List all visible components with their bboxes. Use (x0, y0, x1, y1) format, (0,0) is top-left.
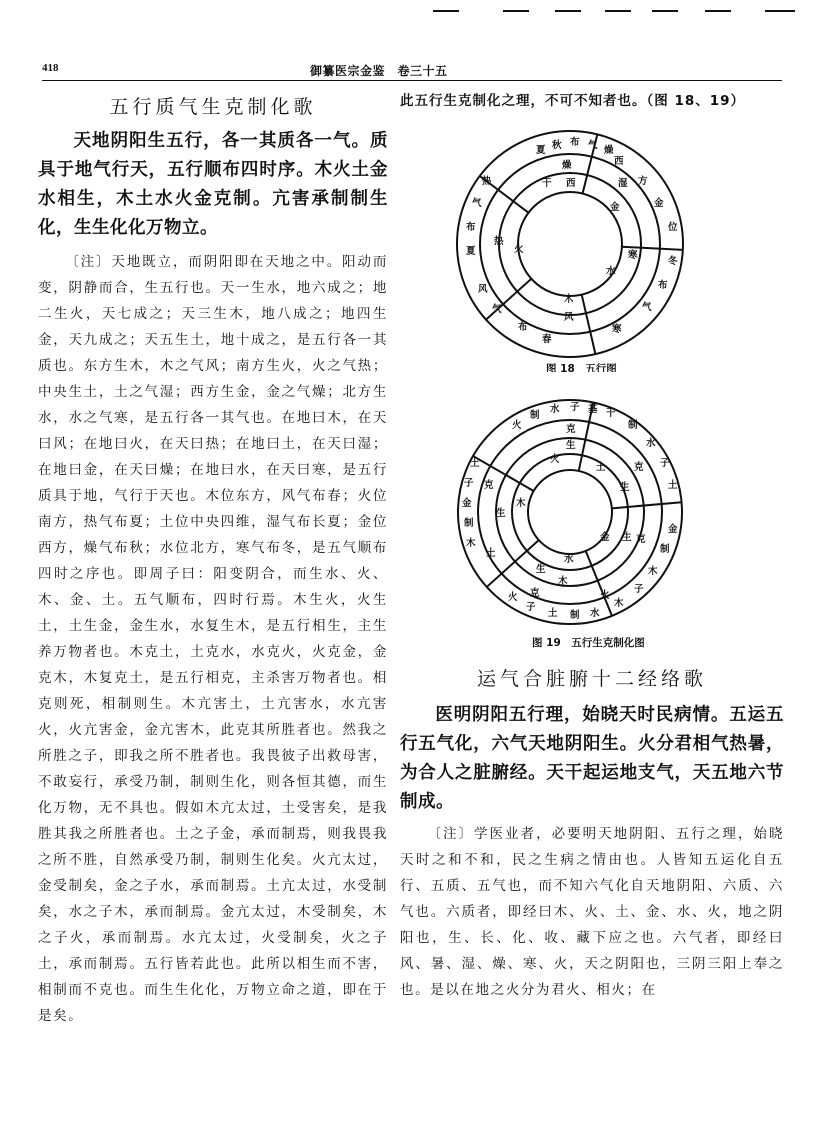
svg-text:克: 克 (484, 480, 494, 491)
svg-text:布: 布 (518, 322, 528, 333)
verse (400, 701, 784, 817)
svg-text:秋: 秋 (552, 140, 562, 151)
verse-text: 医明阴阳五行理，始晓天时民病情。五运五行五气化，六气天地阴阳生。火分君相气热暑，为合人之脏腑经。天干起运地支气，天五地六节制成。 (400, 705, 784, 812)
svg-text:布: 布 (570, 137, 580, 148)
svg-text:气: 气 (492, 304, 502, 315)
svg-text:克: 克 (566, 424, 576, 435)
svg-text:生: 生 (536, 564, 546, 575)
five-phases-diagram (400, 122, 784, 372)
dash (605, 10, 631, 12)
svg-text:金: 金 (668, 524, 678, 535)
svg-text:制: 制 (628, 420, 638, 431)
svg-text:土: 土 (596, 462, 606, 473)
svg-text:气: 气 (588, 140, 598, 151)
svg-text:冬: 冬 (668, 256, 678, 267)
svg-text:土: 土 (470, 458, 480, 469)
page-number: 418 (42, 62, 59, 74)
svg-text:火: 火 (550, 454, 560, 465)
svg-text:木: 木 (564, 294, 574, 305)
running-head (42, 62, 782, 81)
svg-text:木: 木 (516, 498, 526, 509)
commentary-text: 〔注〕学医业者，必要明天地阴阳、五行之理，始晓天时之和不和，民之生病之情由也。人皆知五运化自五行、五质、五气也，而不知六气化自天地阴阳、六质、六气也。六质者，即经曰木、火、土、金、水、火，地之阴阳也，生、长、化、收、藏下应之也。六气者，即经曰风、暑、湿、燥、寒、火，天之阴阳也，三阴三阳上奉之也。是以在地之火分为君火、相火；在 (400, 826, 784, 998)
svg-text:金: 金 (462, 498, 472, 509)
continuation-text: 此五行生克制化之理，不可不知者也。（图 18、19） (400, 93, 746, 109)
commentary-text: 〔注〕天地既立，而阴阳即在天地之中。阳动而变，阴静而合，生五行也。天一生水，地六成之；地二生火，天七成之；天三生木，地八成之；地四生金，天九成之；天五生土，地十成之，是五行各一其质也。东方生木，木之气风；南方生火，火之气热；中央生土，土之气湿；西方生金，金之气燥；北方生水，水之气寒，是五行各一其气也。在地曰木，在天曰风；在地曰火，在天曰热；在地曰土，在天曰湿；在地曰金，在天曰燥；在地曰水，在天曰寒，是五行质具于地，气行于天也。木位东方，风气布春；火位南方，热气布夏；土位中央四维，湿气布长夏；金位西方，燥气布秋；水位北方，寒气布冬，是五气顺布四时之序也。即周子曰：阳变阴合，而生水、火、木、金、土。五气顺布，四时行焉。木生火，火生土，土生金，金生水，水复生木，是五行相生，主生养万物者也。木克土，土克水，水克火，火克金，金克木，木复克土，是五行相克，主杀害万物者也。相克则死，相制则生。木亢害土，土亢害水，水亢害火，火亢害金，金亢害木，此克其所胜者也。然我之所胜之子，即我之所不胜者也。我畏彼子出救母害，不敢妄行，承受乃制，制则生化，则各恒其德，而生化万物，无不具也。假如木亢太过，土受害矣，是我胜其我之所胜者也。土之子金，承而制焉，则我畏我之所不胜，自然承受乃制，制则生化矣。火亢太过，金受制矣，金之子水，承而制焉。土亢太过，水受制矣，水之子木，承而制焉。金亢太过，木受制矣，木之子火，承而制焉。水亢太过，火受制矣，火之子土，承而制焉。五行皆若此也。此所以相生而不害，相制而不克也。而生生化化，万物立命之道，即在于是矣。 (38, 254, 388, 1024)
svg-text:寒: 寒 (628, 250, 638, 261)
svg-text:水: 水 (550, 404, 560, 415)
figure-18 (400, 122, 784, 392)
svg-text:子: 子 (660, 458, 670, 469)
dash (503, 10, 529, 12)
section-title: 运气合脏腑十二经络歌 (476, 668, 707, 690)
svg-text:子: 子 (570, 402, 580, 413)
dash (433, 10, 459, 12)
svg-text:基: 基 (588, 404, 598, 415)
svg-text:布: 布 (658, 280, 668, 291)
section-title: 五行质气生克制化歌 (109, 96, 317, 118)
svg-text:火: 火 (508, 592, 518, 603)
svg-text:热: 热 (482, 176, 492, 187)
svg-text:西: 西 (566, 178, 576, 189)
svg-text:火: 火 (600, 590, 610, 601)
figure-19-caption: 图 19 五行生克制化图 (532, 637, 645, 649)
svg-text:布: 布 (466, 222, 476, 233)
figure-19 (400, 392, 784, 662)
svg-text:生: 生 (620, 482, 630, 493)
svg-text:木: 木 (614, 598, 624, 609)
svg-text:风: 风 (564, 312, 574, 323)
svg-text:生: 生 (622, 532, 632, 543)
book-title: 御纂医宗金鉴 卷三十五 (310, 64, 448, 78)
svg-text:热: 热 (494, 236, 504, 247)
svg-text:夏: 夏 (536, 145, 546, 156)
dash (765, 10, 795, 12)
svg-text:木: 木 (558, 576, 568, 587)
svg-text:子: 子 (464, 478, 474, 489)
svg-text:燥: 燥 (604, 145, 614, 156)
dash (555, 10, 581, 12)
svg-text:干: 干 (606, 408, 616, 419)
svg-text:制: 制 (570, 610, 580, 621)
svg-text:火: 火 (514, 244, 524, 255)
scan-artifact-dashes (0, 10, 816, 14)
svg-text:水: 水 (590, 608, 600, 619)
svg-text:克: 克 (634, 462, 644, 473)
verse (38, 127, 388, 243)
svg-text:湿: 湿 (618, 178, 628, 189)
svg-text:水: 水 (646, 438, 656, 449)
svg-text:金: 金 (654, 198, 664, 209)
svg-text:土: 土 (486, 548, 496, 559)
svg-text:水: 水 (606, 266, 616, 277)
svg-text:生: 生 (496, 508, 506, 519)
svg-text:制: 制 (530, 410, 540, 421)
svg-text:木: 木 (648, 566, 658, 577)
svg-text:火: 火 (512, 420, 522, 431)
svg-text:水: 水 (564, 554, 574, 565)
commentary (38, 249, 388, 1029)
svg-text:春: 春 (542, 334, 552, 345)
figure-18-caption: 图 18 五行图 (546, 363, 617, 372)
svg-text:制: 制 (464, 518, 474, 529)
left-column (38, 88, 388, 1029)
svg-text:克: 克 (636, 534, 646, 545)
svg-text:气: 气 (472, 198, 482, 209)
generation-restraint-diagram (400, 392, 784, 652)
svg-text:位: 位 (668, 222, 678, 233)
svg-text:金: 金 (600, 532, 610, 543)
svg-text:夏: 夏 (466, 246, 476, 257)
svg-text:子: 子 (526, 602, 536, 613)
dash (652, 10, 678, 12)
svg-text:燥: 燥 (562, 160, 572, 171)
right-column (400, 88, 784, 1003)
svg-text:干: 干 (542, 178, 552, 189)
svg-text:土: 土 (668, 480, 678, 491)
svg-text:土: 土 (548, 608, 558, 619)
svg-text:金: 金 (610, 202, 620, 213)
svg-text:子: 子 (634, 584, 644, 595)
svg-text:木: 木 (466, 538, 476, 549)
svg-text:西: 西 (614, 156, 624, 167)
svg-text:气: 气 (642, 302, 652, 313)
svg-text:寒: 寒 (612, 324, 622, 335)
svg-text:风: 风 (478, 284, 488, 295)
svg-text:克: 克 (530, 588, 540, 599)
commentary (400, 821, 784, 1003)
svg-text:生: 生 (566, 440, 576, 451)
verse-text: 天地阴阳生五行，各一其质各一气。质具于地气行天，五行顺布四时序。木火土金水相生，木土水火金克制。亢害承制制生化，生生化化万物立。 (38, 131, 388, 238)
svg-text:方: 方 (638, 176, 648, 187)
svg-text:制: 制 (660, 544, 670, 555)
dash (705, 10, 731, 12)
